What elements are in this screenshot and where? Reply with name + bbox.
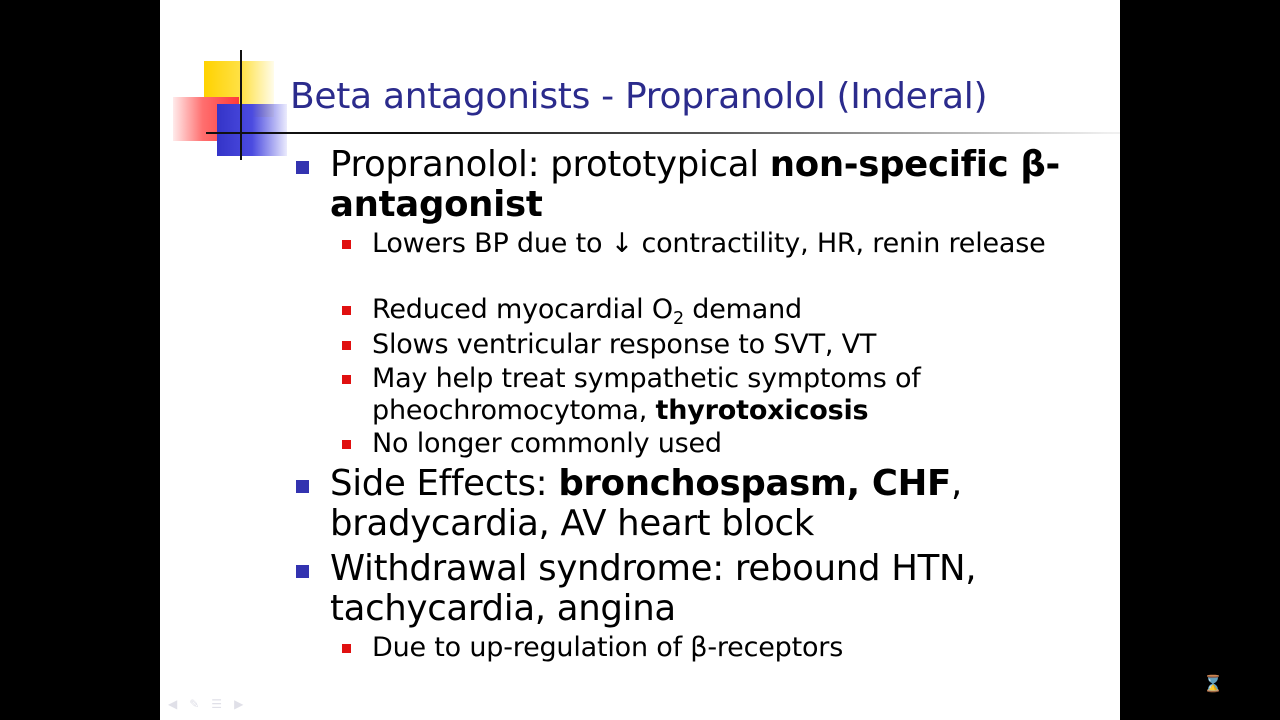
hourglass-icon: ⌛ xyxy=(1203,674,1223,693)
sub-bullet-lowers-bp xyxy=(372,228,1072,260)
sub-bullet-text: Due to up-regulation of β-receptors xyxy=(372,632,844,663)
bullet-text-after: , bradycardia, AV heart block xyxy=(330,463,962,544)
sub-bullet-no-longer-used xyxy=(372,428,1072,460)
decor-vertical-line xyxy=(240,50,242,160)
sub-bullet-square-icon xyxy=(342,375,351,384)
slide-title: Beta antagonists - Propranolol (Inderal) xyxy=(290,76,988,117)
sub-bullet-text: No longer commonly used xyxy=(372,428,722,459)
sub-bullet-square-icon xyxy=(342,240,351,249)
decor-blue-square xyxy=(217,104,287,156)
bullet-square-icon xyxy=(296,161,309,174)
slide-nav-toolbar xyxy=(168,697,243,711)
subscript: 2 xyxy=(672,309,684,330)
sub-bullet-square-icon xyxy=(342,341,351,350)
bullet-side-effects xyxy=(330,464,1090,544)
bullet-propranolol xyxy=(330,145,1090,225)
arrow-right-icon[interactable]: ▶ xyxy=(234,697,244,711)
bullet-square-icon xyxy=(296,565,309,578)
sub-bullet-square-icon xyxy=(342,440,351,449)
sub-bullet-text-after: demand xyxy=(683,294,802,325)
bullet-text: Side Effects: xyxy=(330,463,559,504)
bullet-text: Withdrawal syndrome: rebound HTN, tachycardia, angina xyxy=(330,548,977,629)
sub-bullet-square-icon xyxy=(342,644,351,653)
title-underline xyxy=(206,132,1120,134)
sub-bullet-ventricular xyxy=(372,329,1072,361)
slide xyxy=(160,0,1120,720)
bullet-text-bold: non-specific β-antagonist xyxy=(330,144,1060,225)
bullet-square-icon xyxy=(296,480,309,493)
sub-bullet-o2-demand xyxy=(372,294,1072,330)
bullet-withdrawal xyxy=(330,549,1090,629)
sub-bullet-text: May help treat sympathetic symptoms of pheochromocytoma, xyxy=(372,363,921,426)
sub-bullet-sympathetic xyxy=(372,363,1072,427)
sub-bullet-text-bold: thyrotoxicosis xyxy=(655,395,869,426)
bullet-text: Propranolol: prototypical xyxy=(330,144,770,185)
sub-bullet-text: Lowers BP due to ↓ contractility, HR, renin release xyxy=(372,228,1046,259)
sub-bullet-text: Slows ventricular response to SVT, VT xyxy=(372,329,877,360)
menu-icon[interactable]: ☰ xyxy=(211,697,223,711)
arrow-left-icon[interactable]: ◀ xyxy=(168,697,178,711)
sub-bullet-square-icon xyxy=(342,306,351,315)
sub-bullet-upregulation xyxy=(372,632,1072,664)
sub-bullet-text: Reduced myocardial O xyxy=(372,294,673,325)
pen-icon[interactable]: ✎ xyxy=(189,697,200,711)
bullet-text-bold: bronchospasm, CHF xyxy=(558,463,951,504)
